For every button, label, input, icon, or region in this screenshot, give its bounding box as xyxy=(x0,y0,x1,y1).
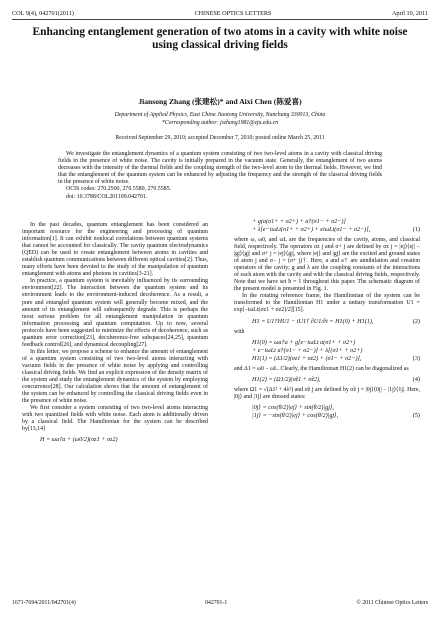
equation-expression: H1(2) = (Ω1/2)(σ̃z1 + σ̃z2), xyxy=(252,375,321,383)
equation-line: + g(a(σ1+ + σ2+) + a†(σ1− + σ2−)] xyxy=(252,218,346,225)
equation-4 xyxy=(234,376,420,384)
paragraph: In this letter, we propose a scheme to enhance the amount of entanglement of a quantum system consisting of two two-level atoms interacting with vacuum fields in the presence of white noise by applying and controlling classical driving fields. We find an explicit expression of the density matrix of the system and study the entanglement dynamics of the system by employing concurrence[28]. Our calculation shows that the amount of entanglement of the system can be enhanced by controlling the classical driving fields even in the presence of white noise. xyxy=(22,348,208,405)
ocis-codes: OCIS codes: 270.2500, 270.5580, 270.5585. xyxy=(66,186,172,193)
journal-name: CHINESE OPTICS LETTERS xyxy=(194,10,272,17)
equation-1-start xyxy=(22,436,208,444)
equation-line: |0j⟩ = cos(θ/2)|ej⟩ + sin(θ/2)|gj⟩, xyxy=(252,403,334,411)
equation-2 xyxy=(234,318,420,326)
author-line: Jiansong Zhang (张建松)* and Aixi Chen (陈爱喜) xyxy=(138,97,302,106)
equation-line: + e−iωLt a†(σ1− + σ2−)] + λ[(σ1+ + σ2+) xyxy=(252,346,363,354)
page-number: 042701-1 xyxy=(205,600,228,606)
equation-expression: H1 = U1†HU1 − iU1† ∂U1/∂t = H1(0) + H1(1), xyxy=(252,317,374,325)
paragraph: In the rotating reference frame, the Hamiltonian of the system can be transformed to the Hamiltonian H1 under a unitary transformation U1 = exp[−iωLt(σz1 + σz2)/2][15]. xyxy=(234,293,420,314)
equation-line: H1(1) = (Δ1/2)(σz1 + σz2) + (σ1− + σ2−)], xyxy=(252,354,362,362)
journal-citation: COL 9(4), 042701(2011) xyxy=(12,10,74,17)
equation-3 xyxy=(234,339,420,363)
paragraph: and Δ1 = ω0 − ωL. Clearly, the Hamiltonian H1(2) can be diagonalized as xyxy=(234,365,409,372)
paragraph: In the past decades, quantum entanglement has been considered an important resource for the engineering and processing of quantum information[1]. It can exhibit nonlocal correlations between quantum systems that cannot be accounted for classically. The cavity quantum electrodynamics (QED) can be used to create entanglement between atoms in cavities and establish quantum communications between different optical cavities[2]. Thus, many efforts have been devoted to the study of the manipulation of quantum entanglement with atoms and photons in cavities[3-21]. xyxy=(22,222,208,278)
paragraph: with xyxy=(234,328,245,335)
paragraph: In practice, a quantum system is inevitably influenced by its surrounding environment[22]. The interaction between the quantum system and its environment leads to the environment-induced decoherence. As a result, a pure and entangled quantum system will generally become mixed, and the amount of its entanglement will subsequently degrade. This is perhaps the most serious problem for all entanglement manipulation in quantum information processing and quantum computation. Up to now, several protocols have been suggested to minimize the effects of decoherence, such as quantum error correction[23], decoherence-free subspaces[24,25], quantum feedback control[26], and dynamical decoupling[27]. xyxy=(22,278,208,348)
equation-number: (5) xyxy=(412,411,420,419)
equation-expression xyxy=(234,218,413,234)
corresponding-author: *Corresponding author: jszhang1981@zju.edu.cn xyxy=(161,120,279,126)
watermark xyxy=(27,60,36,73)
equation-line: |1j⟩ = −sin(θ/2)|ej⟩ + cos(θ/2)|gj⟩, xyxy=(252,411,339,419)
doi: doi: 10.3788/COL201109.042701. xyxy=(66,193,148,200)
equation-expression: H = ωa†a + (ω0/2)(σz1 + σz2) xyxy=(40,436,118,444)
paragraph: where ω, ω0, and ωL are the frequencies of the cavity, atoms, and classical field, respectively. The operators σz j and σ+ j are defined by σz j = |ej⟩⟨ej| − |gj⟩⟨gj| and σ+ j = |ej⟩⟨gj|, where |ej⟩ and |gj⟩ are the excited and ground states of atom j and σ− j = (σ+ j)†. Here, a and a† are annihilation and creation operators of the cavity; g and λ are the coupling constants of the interactions of each atom with the cavity and with the classical driving fields, respectively. Note that we have set ħ = 1 throughout this paper. The schematic diagram of the present model is presented in Fig. 1. xyxy=(234,237,420,293)
equation-number: (3) xyxy=(412,354,420,362)
equation-line: + λ[e−iωLt(σ1+ + σ2+) + eiωLt(σ1− + σ2−)], xyxy=(252,226,371,233)
copyright: © 2011 Chinese Optics Letters xyxy=(356,600,428,606)
paper-title: Enhancing entanglement generation of two atoms in a cavity with white noise using classical driving fields xyxy=(32,26,408,52)
issue-date: April 10, 2011 xyxy=(391,10,428,17)
received-dates: Received September 29, 2010; accepted December 7, 2010; posted online March 25, 2011 xyxy=(115,135,325,141)
affiliation-block xyxy=(40,111,400,127)
equation-1-continued xyxy=(234,218,420,234)
affiliation: Department of Applied Physics, East China Jiaotong University, Nanchang 330013, China xyxy=(114,112,326,118)
equation-number: (2) xyxy=(412,317,420,325)
paragraph: We first consider a system consisting of two two-level atoms interacting with two quantized fields with white noise. Each atom is additionally driven by a classical field. The Hamiltonian for the system can be described by[13,14] xyxy=(22,405,208,433)
equation-expression xyxy=(234,404,413,420)
page-footer xyxy=(12,600,428,606)
equation-number: (4) xyxy=(412,375,420,383)
abstract xyxy=(58,151,382,201)
left-column xyxy=(22,222,208,447)
right-column xyxy=(234,218,420,423)
issn: 1671-7694/2011/042701(4) xyxy=(12,600,76,606)
running-header xyxy=(12,10,428,20)
equation-number: (1) xyxy=(412,226,420,233)
abstract-text: We investigate the entanglement dynamics of a quantum system consisting of two two-level atoms in a cavity with classical driving fields in the presence of white noise. The cavity is initially prepared in the vacuum state. Generally, the entanglement of two atoms decreases with the intensity of the thermal fields and the coupling strength of the two-level atom to the thermal fields. However, we find that the entanglement of the quantum system can be enhanced by adjusting the frequency and the strength of the classical driving fields in the presence of white noise. xyxy=(58,151,382,186)
paragraph: where Ω1 = √(Δ1² + 4λ²) and σ̃z j are defined by σ̃z j = |0j⟩⟨0j| − |1j⟩⟨1j|. Here, |0j⟩ and |1j⟩ are dressed states: xyxy=(234,386,420,400)
equation-line: H1(0) = ωa†a + g[e−iωLt a(σ1+ + σ2+) xyxy=(252,338,356,346)
equation-5 xyxy=(234,404,420,420)
equation-expression xyxy=(234,339,413,363)
